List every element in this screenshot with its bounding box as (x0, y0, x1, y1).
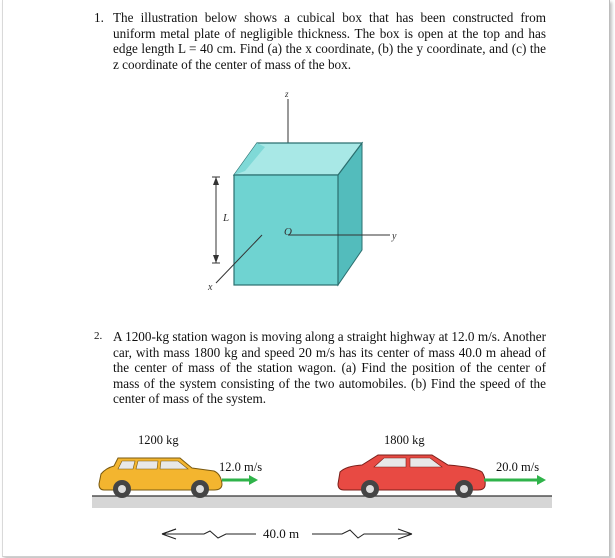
wagon-velocity-arrowhead (249, 475, 258, 485)
edge-label: L (223, 212, 230, 224)
problem-2-text: A 1200-kg station wagon is moving along a straight highway at 12.0 m/s. Another car, with mass 1800 kg and speed 20 m/s has its center of mass 40.0 m ahead of the center of mass of the station wagon. (a) Find the position of the center of mass of the system consisting of the two automobiles. (b) Find the speed of the center of mass of the system. (113, 329, 546, 407)
sedan (338, 455, 485, 498)
axis-x-label: x (208, 282, 213, 293)
car-velocity-arrowhead (537, 475, 546, 485)
problem-1-number: 1. (94, 10, 104, 25)
problem-2-number: 2. (94, 330, 103, 342)
road (92, 496, 552, 508)
car-mass-label: 1800 kg (384, 433, 425, 447)
distance-label: 40.0 m (263, 526, 300, 541)
car-speed-label: 20.0 m/s (496, 460, 540, 474)
origin-label: O (284, 226, 292, 238)
station-wagon (99, 458, 222, 498)
axis-z-label: z (285, 89, 289, 99)
wagon-speed-label: 12.0 m/s (219, 460, 263, 474)
axis-y-label: y (392, 231, 397, 242)
wagon-mass-label: 1200 kg (138, 433, 179, 447)
problem-1-text: The illustration below shows a cubical box that has been constructed from uniform metal plate of negligible thickness. The box is open at the top and has edge length L = 40 cm. Find (a) the x coordinate, (b) the y coordinate, and (c) the z coordinate of the center of mass of the box. (113, 10, 546, 72)
